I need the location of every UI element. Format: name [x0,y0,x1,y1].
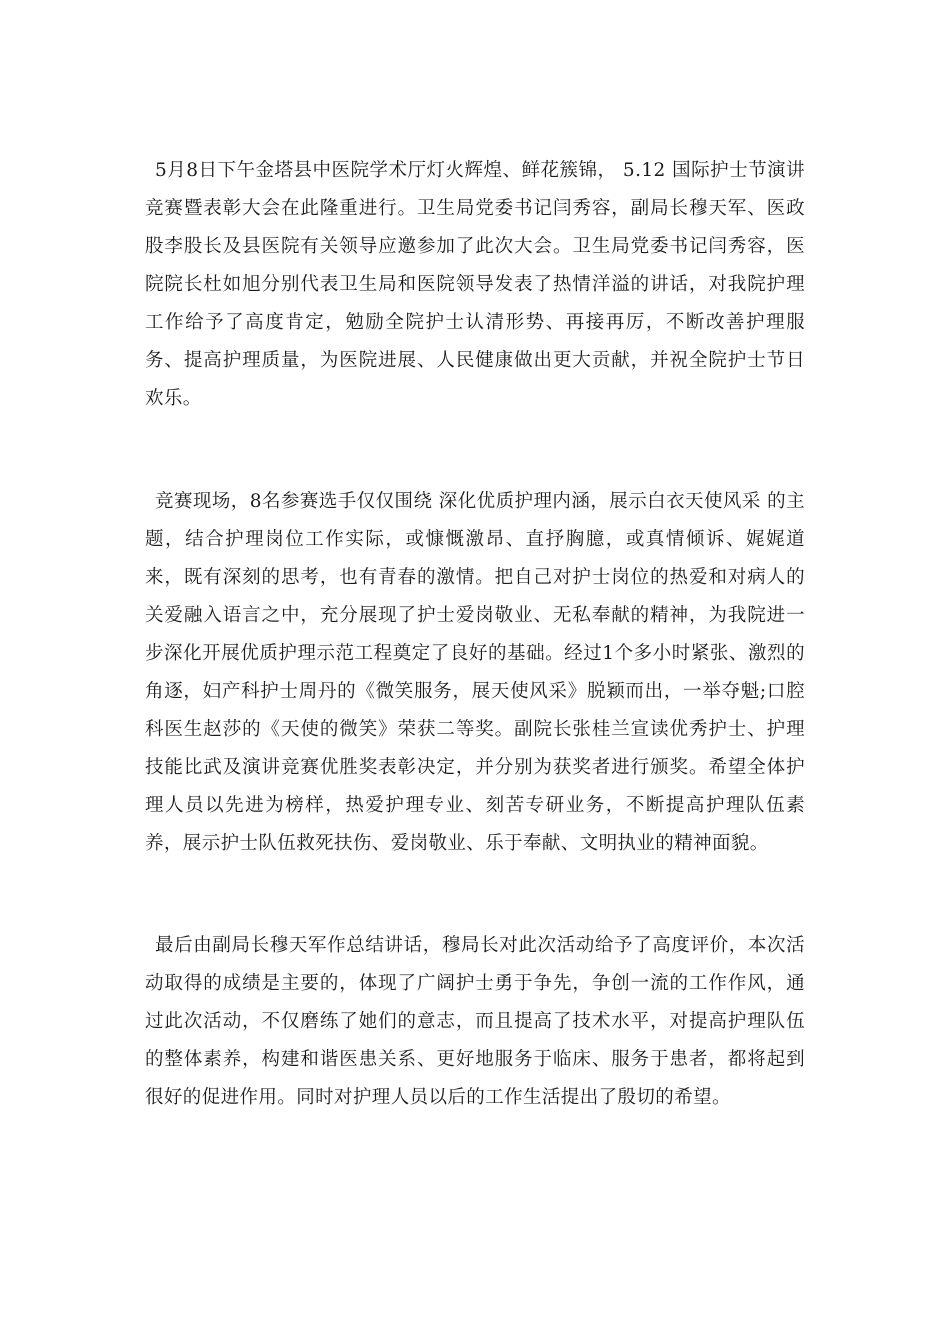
paragraph-opening: 5月8日下午金塔县中医院学术厅灯火辉煌、鲜花簇锦， 5.12 国际护士节演讲竞赛暨表彰大会在此隆重进行。卫生局党委书记闫秀容，副局长穆天军、医政股李股长及县医院有关领导应邀参加了此次大会。卫生局党委书记闫秀容，医院院长杜如旭分别代表卫生局和医院领导发表了热情洋溢的讲话，对我院护理工作给予了高度肯定，勉励全院护士认清形势、再接再厉，不断改善护理服务、提高护理质量，为医院进展、人民健康做出更大贡献，并祝全院护士节日欢乐。 [145,160,805,409]
paragraph-closing: 最后由副局长穆天军作总结讲话，穆局长对此次活动给予了高度评价，本次活动取得的成绩是主要的，体现了广阔护士勇于争先，争创一流的工作作风，通过此次活动，不仅磨练了她们的意志，而且提高了技术水平，对提高护理队伍的整体素养，构建和谐医患关系、更好地服务于临床、服务于患者，都将起到很好的促进作用。同时对护理人员以后的工作生活提出了殷切的希望。 [145,935,805,1108]
paragraph-competition: 竞赛现场，8名参赛选手仅仅围绕 深化优质护理内涵，展示白衣天使风采 的主题，结合护理岗位工作实际，或慷慨激昂、直抒胸臆，或真情倾诉、娓娓道来，既有深刻的思考，也有青春的激情。把自己对护士岗位的热爱和对病人的关爱融入语言之中，充分展现了护士爱岗敬业、无私奉献的精神，为我院进一步深化开展优质护理示范工程奠定了良好的基础。经过1个多小时紧张、激烈的角逐，妇产科护士周丹的《微笑服务，展天使风采》脱颖而出，一举夺魁;口腔科医生赵莎的《天使的微笑》荣获二等奖。副院长张桂兰宣读优秀护士、护理技能比武及演讲竞赛优胜奖表彰决定，并分别为获奖者进行颁奖。希望全体护理人员以先进为榜样，热爱护理专业、刻苦专研业务，不断提高护理队伍素养，展示护士队伍救死扶伤、爱岗敬业、乐于奉献、文明执业的精神面貌。 [145,491,805,854]
